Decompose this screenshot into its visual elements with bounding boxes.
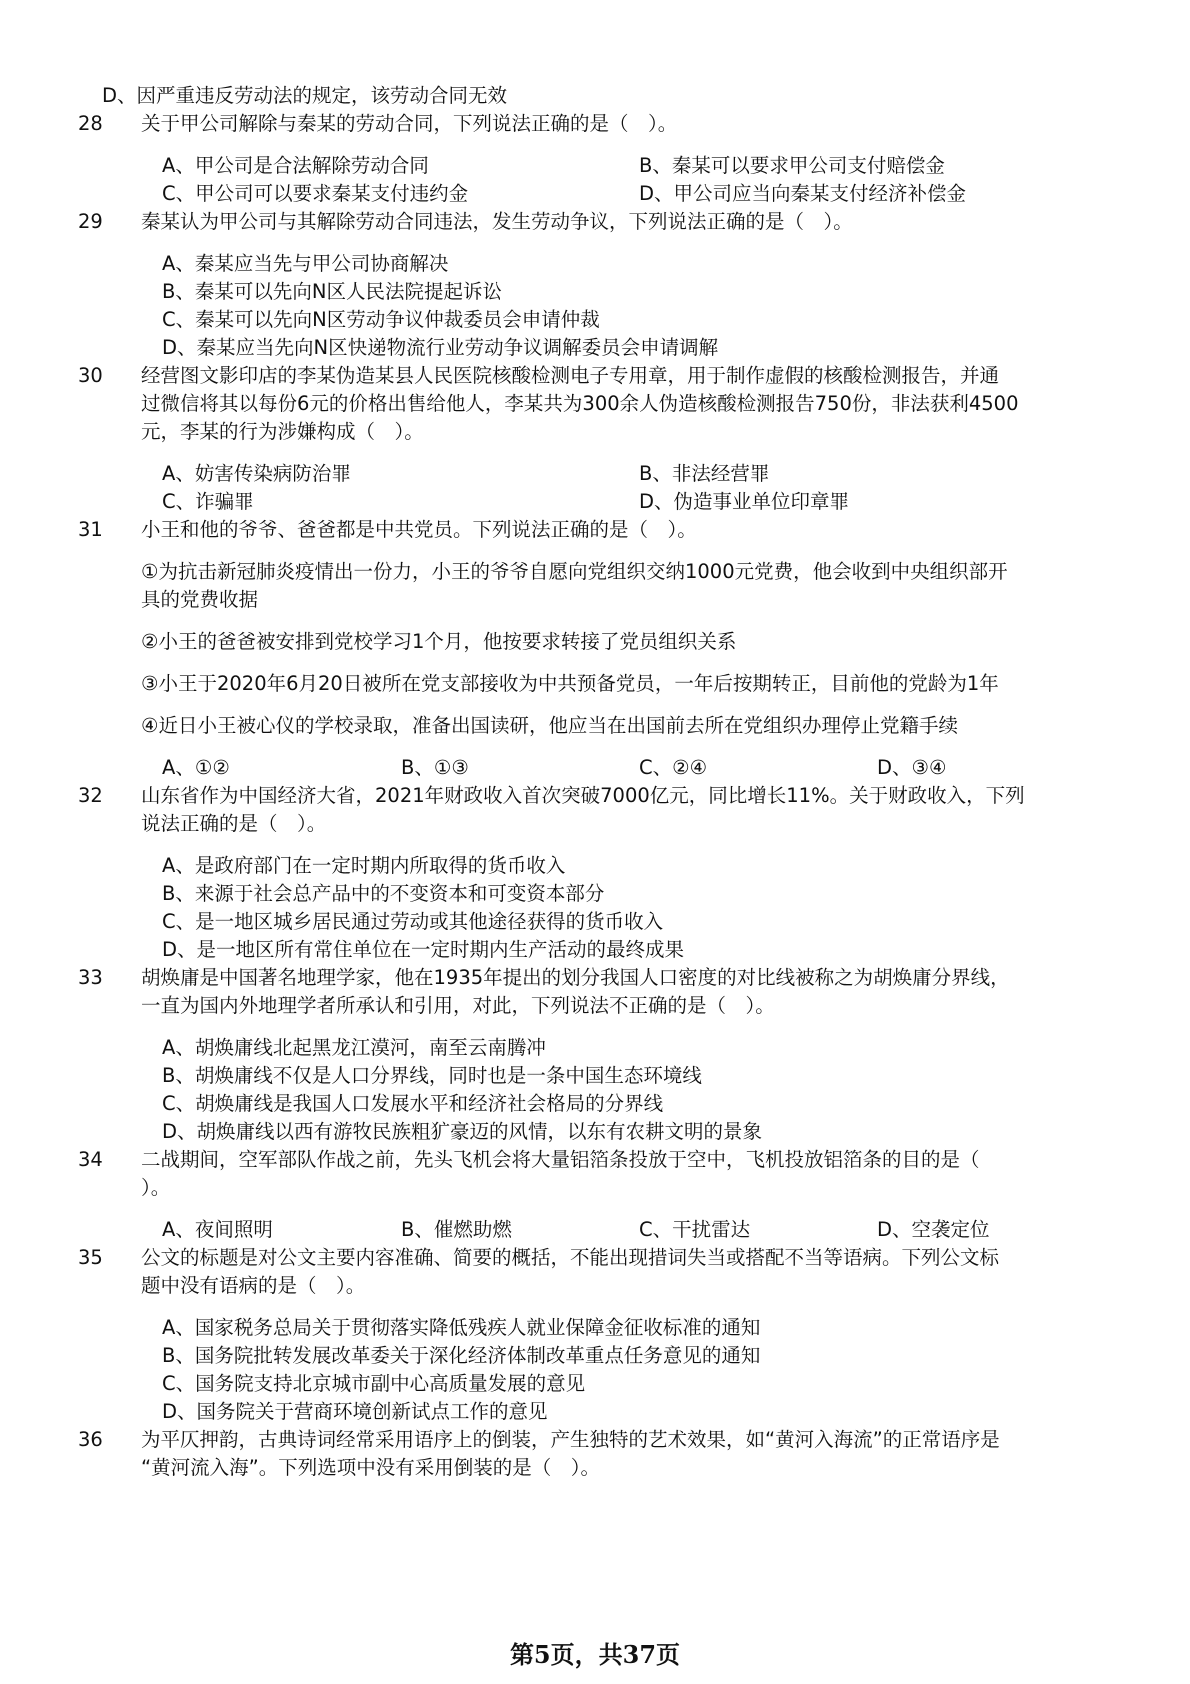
- question-33-stem-line-2: [0, 991, 1190, 1021]
- question-30-stem-line-1: [0, 361, 1190, 391]
- question-35-option-d: [0, 1397, 1190, 1427]
- option-b: B、来源于社会总产品中的不变资本和可变资本部分: [162, 882, 605, 905]
- question-number: 28: [78, 112, 103, 135]
- option-a: A、①②: [162, 756, 230, 779]
- question-text: 公文的标题是对公文主要内容准确、简要的概括，不能出现措词失当或搭配不当等语病。下列公文标: [141, 1246, 1000, 1269]
- option-c: C、胡焕庸线是我国人口发展水平和经济社会格局的分界线: [162, 1092, 664, 1115]
- option-b: B、胡焕庸线不仅是人口分界线，同时也是一条中国生态环境线: [162, 1064, 702, 1087]
- option-a: A、是政府部门在一定时期内所取得的货币收入: [162, 854, 566, 877]
- option-a: A、夜间照明: [162, 1218, 273, 1241]
- question-28-options-row-2: [0, 179, 1190, 209]
- statement-item: ②小王的爸爸被安排到党校学习1个月，他按要求转接了党员组织关系: [141, 630, 737, 653]
- question-34-stem-line-1: [0, 1145, 1190, 1175]
- question-32-option-a: [0, 851, 1190, 881]
- question-text: “黄河流入海”。下列选项中没有采用倒装的是（ ）。: [141, 1456, 600, 1479]
- question-text: 题中没有语病的是（ ）。: [141, 1274, 366, 1297]
- question-text: 一直为国内外地理学者所承认和引用，对此，下列说法不正确的是（ ）。: [141, 994, 775, 1017]
- question-32-option-b: [0, 879, 1190, 909]
- question-31-item-1-line-1: [0, 557, 1190, 587]
- option-b: B、秦某可以先向N区人民法院提起诉讼: [162, 280, 502, 303]
- question-number: 30: [78, 364, 103, 387]
- question-number: 31: [78, 518, 103, 541]
- question-text: 关于甲公司解除与秦某的劳动合同，下列说法正确的是（ ）。: [141, 112, 678, 135]
- question-text: 元，李某的行为涉嫌构成（ ）。: [141, 420, 424, 443]
- page-footer: 第5页，共37页: [509, 1640, 681, 1669]
- question-number: 33: [78, 966, 103, 989]
- option-b: B、国务院批转发展改革委关于深化经济体制改革重点任务意见的通知: [162, 1344, 761, 1367]
- question-number: 29: [78, 210, 103, 233]
- option-text: D、因严重违反劳动法的规定，该劳动合同无效: [102, 84, 508, 107]
- question-32-option-d: [0, 935, 1190, 965]
- question-31-item-1-line-2: [0, 585, 1190, 615]
- question-text: 小王和他的爷爷、爸爸都是中共党员。下列说法正确的是（ ）。: [141, 518, 697, 541]
- option-c: C、②④: [639, 756, 708, 779]
- question-29-stem: [0, 207, 1190, 237]
- question-34-options: [0, 1215, 1190, 1245]
- option-a: A、妨害传染病防治罪: [162, 462, 351, 485]
- option-d: D、空袭定位: [877, 1218, 990, 1241]
- question-text: 秦某认为甲公司与其解除劳动合同违法，发生劳动争议，下列说法正确的是（ ）。: [141, 210, 853, 233]
- question-35-option-a: [0, 1313, 1190, 1343]
- question-30-options-row-1: [0, 459, 1190, 489]
- question-32-option-c: [0, 907, 1190, 937]
- question-33-stem-line-1: [0, 963, 1190, 993]
- question-32-stem-line-2: [0, 809, 1190, 839]
- question-text: 过微信将其以每份6元的价格出售给他人，李某共为300余人伪造核酸检测报告750份，非法获利4500: [141, 392, 1019, 415]
- option-d: D、胡焕庸线以西有游牧民族粗犷豪迈的风情，以东有农耕文明的景象: [162, 1120, 763, 1143]
- statement-item: 具的党费收据: [141, 588, 259, 611]
- option-d: D、伪造事业单位印章罪: [639, 490, 850, 513]
- option-d: D、秦某应当先向N区快递物流行业劳动争议调解委员会申请调解: [162, 336, 719, 359]
- question-31-item-4: [0, 711, 1190, 741]
- question-33-option-a: [0, 1033, 1190, 1063]
- statement-item: ③小王于2020年6月20日被所在党支部接收为中共预备党员，一年后按期转正，目前他的党龄为1年: [141, 672, 999, 695]
- option-c: C、秦某可以先向N区劳动争议仲裁委员会申请仲裁: [162, 308, 600, 331]
- question-31-item-3: [0, 669, 1190, 699]
- question-text: 二战期间，空军部队作战之前，先头飞机会将大量铝箔条投放于空中，飞机投放铝箔条的目的是（: [141, 1148, 980, 1171]
- option-c: C、甲公司可以要求秦某支付违约金: [162, 182, 469, 205]
- option-d: D、国务院关于营商环境创新试点工作的意见: [162, 1400, 548, 1423]
- question-28-stem: [0, 109, 1190, 139]
- option-b: B、催燃助燃: [401, 1218, 512, 1241]
- option-b: B、①③: [401, 756, 469, 779]
- option-a: A、胡焕庸线北起黑龙江漠河，南至云南腾冲: [162, 1036, 546, 1059]
- question-33-option-d: [0, 1117, 1190, 1147]
- option-c: C、国务院支持北京城市副中心高质量发展的意见: [162, 1372, 586, 1395]
- question-text: 为平仄押韵，古典诗词经常采用语序上的倒装，产生独特的艺术效果，如“黄河入海流”的正常语序是: [141, 1428, 1000, 1451]
- question-text: 经营图文影印店的李某伪造某县人民医院核酸检测电子专用章，用于制作虚假的核酸检测报告，并通: [141, 364, 1000, 387]
- question-35-stem-line-1: [0, 1243, 1190, 1273]
- question-29-option-d: [0, 333, 1190, 363]
- question-35-option-c: [0, 1369, 1190, 1399]
- question-33-option-c: [0, 1089, 1190, 1119]
- question-31-options: [0, 753, 1190, 783]
- option-c: C、是一地区城乡居民通过劳动或其他途径获得的货币收入: [162, 910, 664, 933]
- question-31-stem: [0, 515, 1190, 545]
- question-28-options-row-1: [0, 151, 1190, 181]
- question-text: ）。: [141, 1176, 171, 1199]
- question-29-option-c: [0, 305, 1190, 335]
- question-36-stem-line-2: [0, 1453, 1190, 1483]
- question-32-stem-line-1: [0, 781, 1190, 811]
- option-a: A、秦某应当先与甲公司协商解决: [162, 252, 449, 275]
- question-text: 山东省作为中国经济大省，2021年财政收入首次突破7000亿元，同比增长11%。关于财政收入，下列: [141, 784, 1025, 807]
- question-35-option-b: [0, 1341, 1190, 1371]
- question-29-option-b: [0, 277, 1190, 307]
- statement-item: ④近日小王被心仪的学校录取，准备出国读研，他应当在出国前去所在党组织办理停止党籍手续: [141, 714, 958, 737]
- question-text: 说法正确的是（ ）。: [141, 812, 327, 835]
- statement-item: ①为抗击新冠肺炎疫情出一份力，小王的爷爷自愿向党组织交纳1000元党费，他会收到中央组织部开: [141, 560, 1008, 583]
- question-30-stem-line-2: [0, 389, 1190, 419]
- question-number: 32: [78, 784, 103, 807]
- option-d: D、是一地区所有常住单位在一定时期内生产活动的最终成果: [162, 938, 685, 961]
- question-35-stem-line-2: [0, 1271, 1190, 1301]
- question-33-option-b: [0, 1061, 1190, 1091]
- question-36-stem-line-1: [0, 1425, 1190, 1455]
- option-c: C、干扰雷达: [639, 1218, 751, 1241]
- question-number: 36: [78, 1428, 103, 1451]
- question-number: 35: [78, 1246, 103, 1269]
- option-d: D、甲公司应当向秦某支付经济补偿金: [639, 182, 967, 205]
- option-c: C、诈骗罪: [162, 490, 254, 513]
- option-d: D、③④: [877, 756, 947, 779]
- question-31-item-2: [0, 627, 1190, 657]
- question-number: 34: [78, 1148, 103, 1171]
- question-34-stem-line-2: [0, 1173, 1190, 1203]
- previous-option-line: [0, 81, 1190, 111]
- option-a: A、甲公司是合法解除劳动合同: [162, 154, 429, 177]
- question-text: 胡焕庸是中国著名地理学家，他在1935年提出的划分我国人口密度的对比线被称之为胡焕庸分界线，: [141, 966, 1010, 989]
- option-a: A、国家税务总局关于贯彻落实降低残疾人就业保障金征收标准的通知: [162, 1316, 761, 1339]
- question-29-option-a: [0, 249, 1190, 279]
- question-30-stem-line-3: [0, 417, 1190, 447]
- option-b: B、秦某可以要求甲公司支付赔偿金: [639, 154, 945, 177]
- question-30-options-row-2: [0, 487, 1190, 517]
- option-b: B、非法经营罪: [639, 462, 770, 485]
